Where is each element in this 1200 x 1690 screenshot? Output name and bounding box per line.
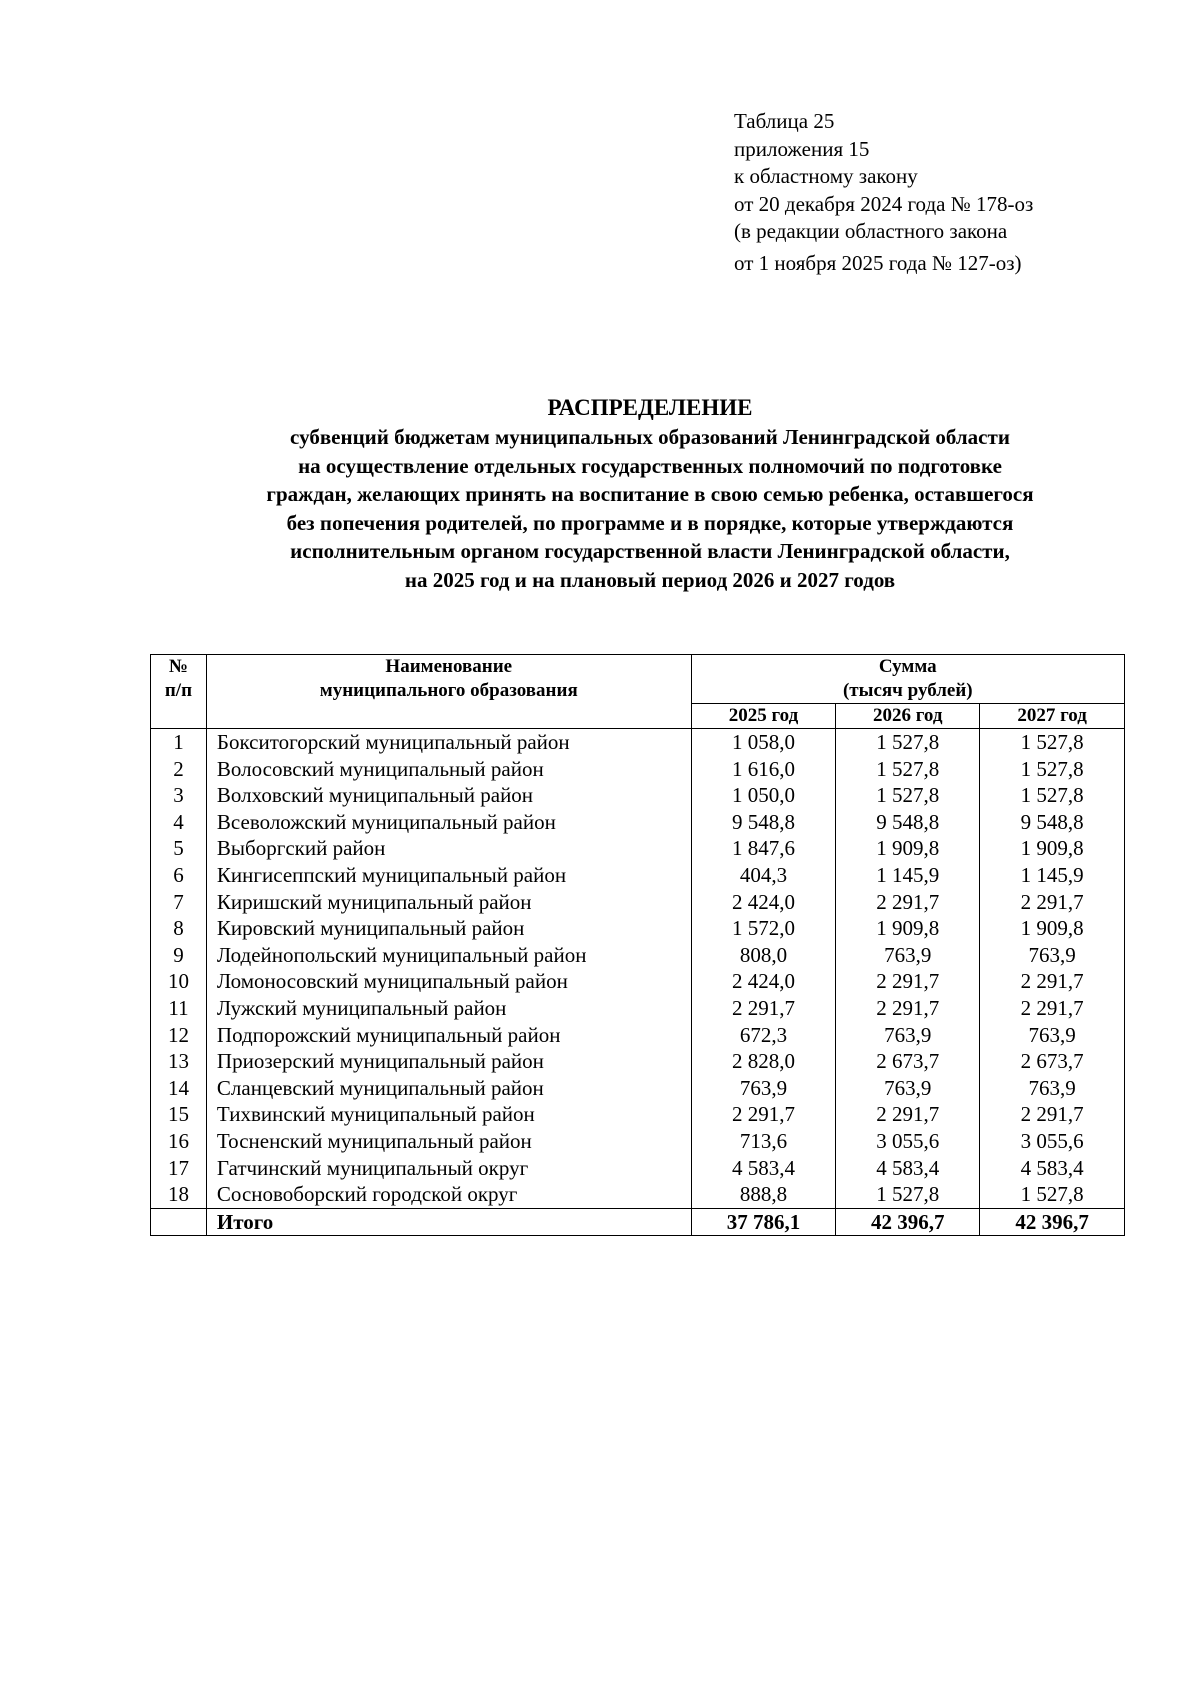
annex-line: Таблица 25 <box>734 109 835 133</box>
row-number: 3 <box>151 782 207 809</box>
amount-2027: 1 909,8 <box>980 915 1125 942</box>
municipality-name: Гатчинский муниципальный округ <box>206 1155 691 1182</box>
municipality-name: Выборгский район <box>206 835 691 862</box>
row-number: 15 <box>151 1101 207 1128</box>
annex-line: (в редакции областного закона <box>734 219 1008 243</box>
header-number: № п/п <box>151 655 207 729</box>
table-row <box>151 835 1125 862</box>
amount-2025: 763,9 <box>691 1075 836 1102</box>
row-number: 2 <box>151 756 207 783</box>
amount-2027: 2 291,7 <box>980 889 1125 916</box>
table-row <box>151 862 1125 889</box>
amount-2026: 1 527,8 <box>836 729 980 756</box>
municipality-name: Всеволожский муниципальный район <box>206 809 691 836</box>
row-number: 18 <box>151 1181 207 1208</box>
municipality-name: Тихвинский муниципальный район <box>206 1101 691 1128</box>
row-number: 13 <box>151 1048 207 1075</box>
amount-2025: 1 616,0 <box>691 756 836 783</box>
amount-2027: 763,9 <box>980 1075 1125 1102</box>
municipality-name: Сосновоборский городской округ <box>206 1181 691 1208</box>
municipality-name: Тосненский муниципальный район <box>206 1128 691 1155</box>
row-number: 14 <box>151 1075 207 1102</box>
municipality-name: Бокситогорский муниципальный район <box>206 729 691 756</box>
table-body <box>151 729 1125 1236</box>
municipality-name: Киришский муниципальный район <box>206 889 691 916</box>
table-row <box>151 995 1125 1022</box>
header-sum: Сумма (тысяч рублей) <box>691 655 1124 704</box>
table-row <box>151 756 1125 783</box>
amount-2026: 1 527,8 <box>836 782 980 809</box>
annex-reference <box>734 108 1033 277</box>
amount-2025: 404,3 <box>691 862 836 889</box>
municipality-name: Волосовский муниципальный район <box>206 756 691 783</box>
total-2025: 37 786,1 <box>691 1208 836 1236</box>
amount-2026: 763,9 <box>836 1022 980 1049</box>
row-number: 9 <box>151 942 207 969</box>
annex-line: приложения 15 <box>734 136 870 161</box>
title-line: граждан, желающих принять на воспитание в свою семью ребенка, оставшегося <box>266 482 1034 507</box>
header-municipality-name: Наименование муниципального образования <box>206 655 691 729</box>
municipality-name: Ломоносовский муниципальный район <box>206 968 691 995</box>
amount-2027: 1 527,8 <box>980 729 1125 756</box>
table-row <box>151 968 1125 995</box>
amount-2027: 4 583,4 <box>980 1155 1125 1182</box>
header-year-2026: 2026 год <box>836 704 980 729</box>
amount-2025: 672,3 <box>691 1022 836 1049</box>
amount-2025: 808,0 <box>691 942 836 969</box>
amount-2026: 2 673,7 <box>836 1048 980 1075</box>
annex-line: от 20 декабря 2024 года № 178-оз <box>734 191 1034 216</box>
amount-2027: 2 673,7 <box>980 1048 1125 1075</box>
row-number: 7 <box>151 889 207 916</box>
amount-2026: 1 909,8 <box>836 835 980 862</box>
amount-2025: 1 847,6 <box>691 835 836 862</box>
row-number: 8 <box>151 915 207 942</box>
municipality-name: Сланцевский муниципальный район <box>206 1075 691 1102</box>
row-number: 5 <box>151 835 207 862</box>
title-line: на 2025 год и на плановый период 2026 и 2027 годов <box>404 567 896 592</box>
amount-2026: 1 145,9 <box>836 862 980 889</box>
amount-2025: 2 828,0 <box>691 1048 836 1075</box>
amount-2026: 763,9 <box>836 942 980 969</box>
distribution-table <box>150 654 1125 1236</box>
amount-2027: 1 527,8 <box>980 782 1125 809</box>
total-row <box>151 1208 1125 1236</box>
amount-2026: 4 583,4 <box>836 1155 980 1182</box>
amount-2027: 1 527,8 <box>980 756 1125 783</box>
amount-2025: 2 424,0 <box>691 968 836 995</box>
amount-2026: 1 527,8 <box>836 1181 980 1208</box>
amount-2026: 2 291,7 <box>836 968 980 995</box>
total-number-cell <box>151 1208 207 1236</box>
title-line: исполнительным органом государственной власти Ленинградской области, <box>290 539 1010 564</box>
amount-2026: 763,9 <box>836 1075 980 1102</box>
row-number: 17 <box>151 1155 207 1182</box>
table-row <box>151 1101 1125 1128</box>
row-number: 11 <box>151 995 207 1022</box>
table-row <box>151 729 1125 756</box>
amount-2025: 2 291,7 <box>691 995 836 1022</box>
amount-2025: 2 424,0 <box>691 889 836 916</box>
amount-2025: 9 548,8 <box>691 809 836 836</box>
amount-2025: 1 050,0 <box>691 782 836 809</box>
municipality-name: Лодейнопольский муниципальный район <box>206 942 691 969</box>
total-label: Итого <box>206 1208 691 1236</box>
amount-2025: 888,8 <box>691 1181 836 1208</box>
amount-2027: 763,9 <box>980 1022 1125 1049</box>
amount-2027: 1 145,9 <box>980 862 1125 889</box>
total-2026: 42 396,7 <box>836 1208 980 1236</box>
title-heading: РАСПРЕДЕЛЕНИЕ <box>547 395 753 420</box>
table-row <box>151 1181 1125 1208</box>
table-row <box>151 1075 1125 1102</box>
amount-2025: 4 583,4 <box>691 1155 836 1182</box>
header-year-2025: 2025 год <box>691 704 836 729</box>
header-year-2027: 2027 год <box>980 704 1125 729</box>
municipality-name: Подпорожский муниципальный район <box>206 1022 691 1049</box>
table-row <box>151 942 1125 969</box>
title-line: субвенций бюджетам муниципальных образований Ленинградской области <box>290 425 1010 449</box>
table-row <box>151 1128 1125 1155</box>
title-line: без попечения родителей, по программе и в порядке, которые утверждаются <box>286 510 1014 535</box>
municipality-name: Кингисеппский муниципальный район <box>206 862 691 889</box>
amount-2027: 3 055,6 <box>980 1128 1125 1155</box>
document-title <box>120 393 1180 595</box>
table-row <box>151 1048 1125 1075</box>
amount-2026: 2 291,7 <box>836 1101 980 1128</box>
amount-2026: 1 909,8 <box>836 915 980 942</box>
amount-2027: 2 291,7 <box>980 995 1125 1022</box>
title-line: на осуществление отдельных государственных полномочий по подготовке <box>298 453 1002 478</box>
total-2027: 42 396,7 <box>980 1208 1125 1236</box>
row-number: 12 <box>151 1022 207 1049</box>
amount-2026: 3 055,6 <box>836 1128 980 1155</box>
amount-2027: 2 291,7 <box>980 968 1125 995</box>
municipality-name: Кировский муниципальный район <box>206 915 691 942</box>
amount-2025: 1 572,0 <box>691 915 836 942</box>
annex-line: от 1 ноября 2025 года № 127-оз) <box>734 250 1022 275</box>
amount-2026: 9 548,8 <box>836 809 980 836</box>
amount-2026: 1 527,8 <box>836 756 980 783</box>
amount-2026: 2 291,7 <box>836 995 980 1022</box>
table-row <box>151 915 1125 942</box>
amount-2027: 2 291,7 <box>980 1101 1125 1128</box>
municipality-name: Лужский муниципальный район <box>206 995 691 1022</box>
row-number: 6 <box>151 862 207 889</box>
table-row <box>151 1155 1125 1182</box>
table-row <box>151 1022 1125 1049</box>
row-number: 10 <box>151 968 207 995</box>
municipality-name: Приозерский муниципальный район <box>206 1048 691 1075</box>
row-number: 4 <box>151 809 207 836</box>
amount-2027: 1 909,8 <box>980 835 1125 862</box>
table-row <box>151 809 1125 836</box>
row-number: 1 <box>151 729 207 756</box>
row-number: 16 <box>151 1128 207 1155</box>
amount-2027: 763,9 <box>980 942 1125 969</box>
amount-2025: 1 058,0 <box>691 729 836 756</box>
amount-2025: 713,6 <box>691 1128 836 1155</box>
amount-2027: 1 527,8 <box>980 1181 1125 1208</box>
municipality-name: Волховский муниципальный район <box>206 782 691 809</box>
annex-line: к областному закону <box>734 164 918 188</box>
table-row <box>151 782 1125 809</box>
table-row <box>151 889 1125 916</box>
amount-2027: 9 548,8 <box>980 809 1125 836</box>
amount-2026: 2 291,7 <box>836 889 980 916</box>
amount-2025: 2 291,7 <box>691 1101 836 1128</box>
